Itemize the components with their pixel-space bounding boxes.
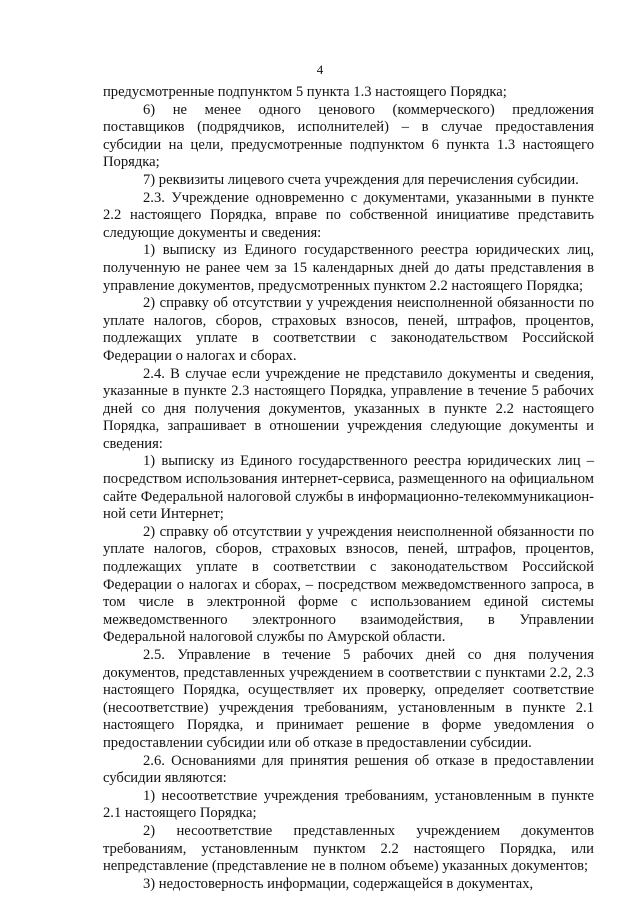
- paragraph: 1) выписку из Единого государственного реестра юридических лиц, полученную не ранее чем за 15 календарных дней до даты представления в управление документов, предусмотренных пунктом 2.2 настоящего Порядка;: [103, 242, 594, 294]
- paragraph: 1) несоответствие учреждения требованиям, установленным в пункте 2.1 настоящего Порядка;: [103, 787, 594, 822]
- paragraph: предусмотренные подпунктом 5 пункта 1.3 настоящего Порядка;: [103, 84, 507, 100]
- paragraph: 2.5. Управление в течение 5 рабочих дней со дня получения документов, представленных учреждением в соответствии с пунктами 2.2, 2.3 настоящего Порядка, осуществляет их проверку, определяет соответствие (несоответствие) учреждения требованиям, установленным в пункте 2.1 настоящего Порядка, и принимает решение в форме уведомления о предоставлении субсидии или об отказе в предоставлении субсидии.: [103, 647, 594, 751]
- paragraph: 2) справку об отсутствии у учреждения неисполненной обязанности по уплате налогов, сборов, страховых взносов, пеней, штрафов, процентов, подлежащих уплате в соответствии с законодательством Российской Федерации о налогах и сборах.: [103, 295, 594, 364]
- paragraph: 6) не менее одного ценового (коммерческого) предложения поставщиков (подрядчиков, исполнителей) – в случае предоставления субсидии на цели, предусмотренные подпунктом 6 пункта 1.3 настоящего Порядка;: [103, 101, 594, 171]
- paragraph: 2.6. Основаниями для принятия решения об отказе в предоставлении субсидии являются:: [103, 752, 594, 787]
- document-body: [103, 84, 594, 893]
- paragraph: 1) выписку из Единого государственного реестра юридических лиц – посредством использования интернет-сервиса, размещенного на официальном сайте Федеральной налоговой службы в информационно-телекоммуникацион-ной сети Интернет;: [103, 453, 594, 523]
- paragraph: 2.4. В случае если учреждение не представило документы и сведения, указанные в пункте 2.3 настоящего Порядка, управление в течение 5 рабочих дней со дня получения документов, указанных в пункте 2.2 настоящего Порядка, запрашивает в отношении учреждения следующие документы и сведения:: [103, 365, 594, 452]
- paragraph: 2) справку об отсутствии у учреждения неисполненной обязанности по уплате налогов, сборов, страховых взносов, пеней, штрафов, процентов, подлежащих уплате в соответствии с законодательством Российской Федерации о налогах и сборах, – посредством межведомственного запроса, в том числе в электронной форме с использованием единой системы межведомственного электронного взаимодействия, в Управлении Федеральной налоговой службы по Амурской области.: [103, 523, 594, 646]
- paragraph: 7) реквизиты лицевого счета учреждения для перечисления субсидии.: [143, 171, 579, 188]
- paragraph: 2) несоответствие представленных учреждением документов требованиям, установленным пунктом 2.2 настоящего Порядка, или непредставление (представление не в полном объеме) указанных документов;: [103, 822, 594, 875]
- page-number: 4: [316, 62, 324, 77]
- paragraph: 3) недостоверность информации, содержащейся в документах,: [143, 875, 534, 892]
- paragraph: 2.3. Учреждение одновременно с документами, указанными в пункте 2.2 настоящего Порядка, вправе по собственной инициативе представить следующие документы и сведения:: [103, 189, 594, 241]
